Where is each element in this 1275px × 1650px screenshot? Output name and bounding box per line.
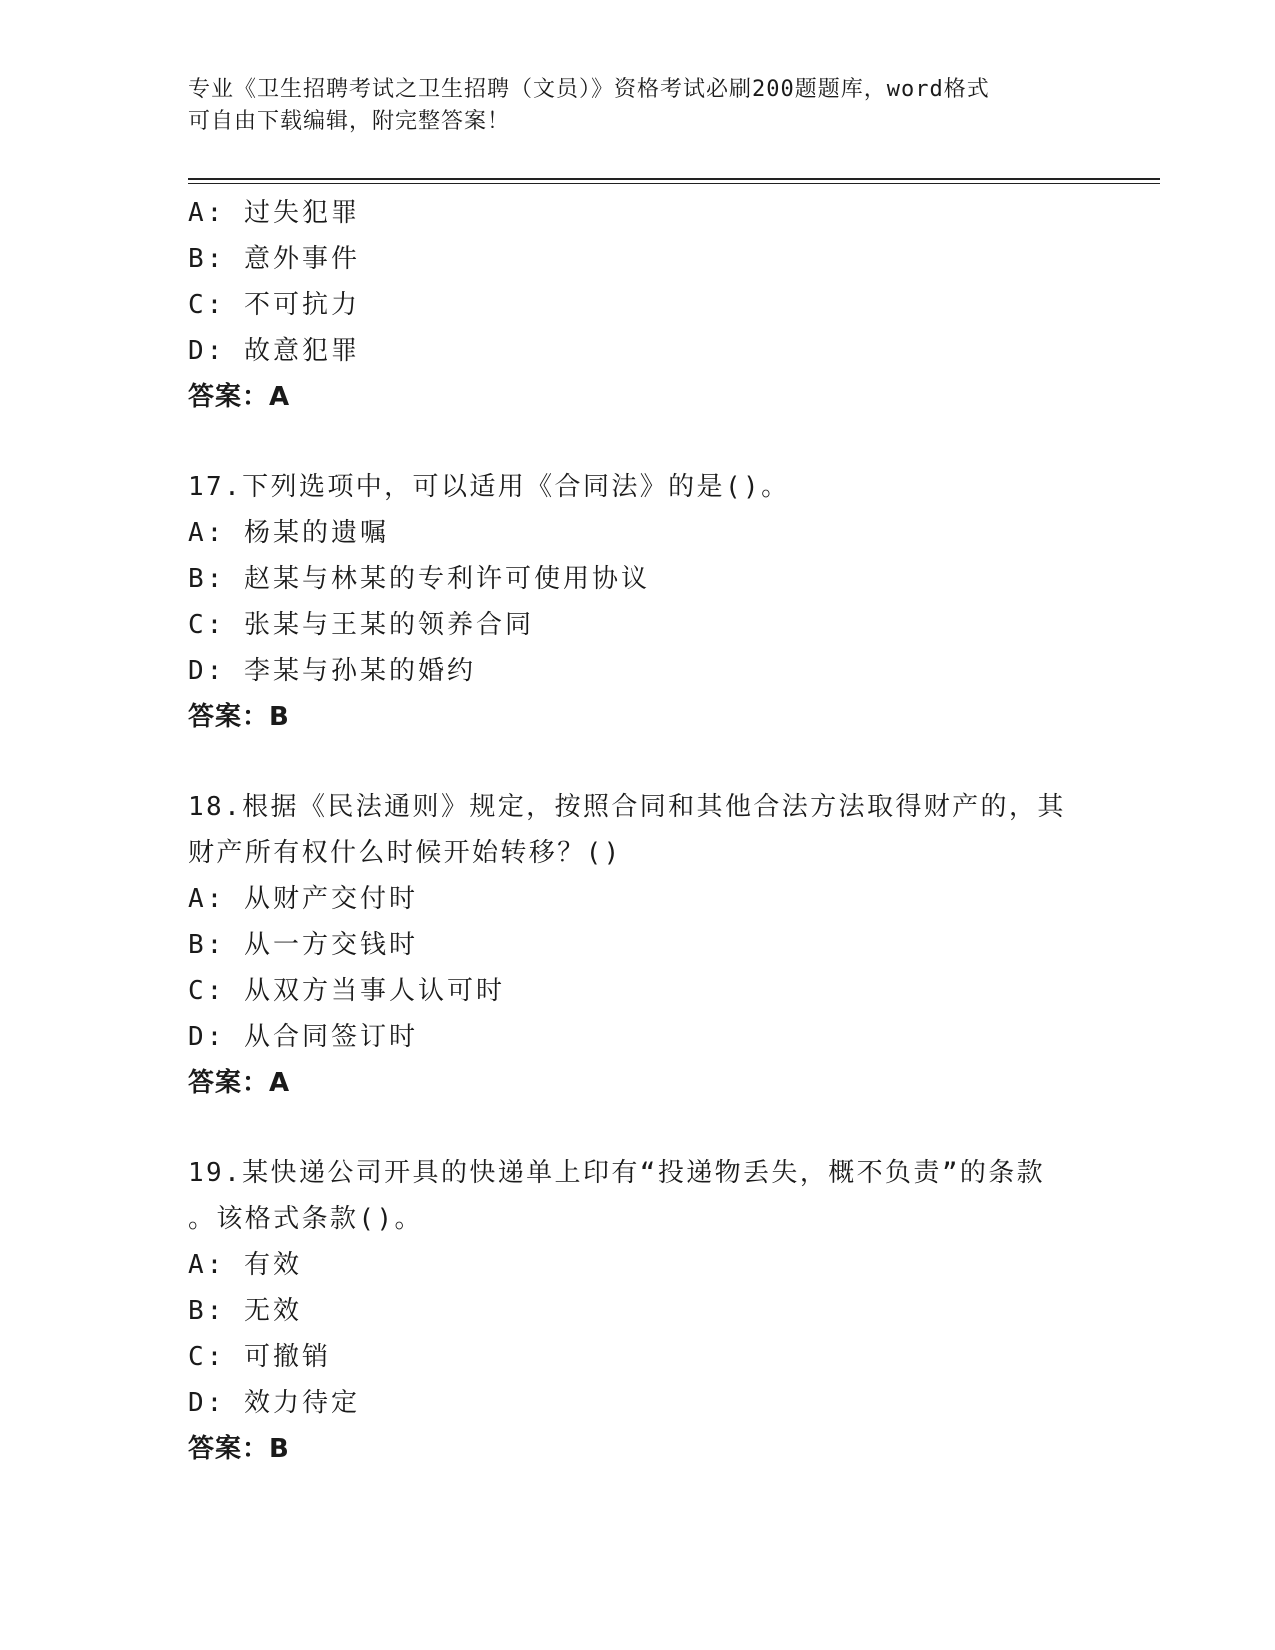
spacer [188,740,1088,784]
question-stem-line: 。该格式条款()。 [188,1204,423,1234]
answer-line: 答案：A [188,1068,291,1098]
option-d: D: 故意犯罪 [188,336,360,366]
option-c: C: 不可抗力 [188,290,360,320]
question-stem-line: 17.下列选项中，可以适用《合同法》的是()。 [188,472,790,502]
option-b: B: 赵某与林某的专利许可使用协议 [188,564,650,594]
answer-line: 答案：B [188,1434,290,1464]
answer-line: 答案：A [188,382,291,412]
option-a: A: 过失犯罪 [188,198,360,228]
option-d: D: 效力待定 [188,1388,360,1418]
option-d: D: 李某与孙某的婚约 [188,656,476,686]
question-stem-line: 财产所有权什么时候开始转移？() [188,838,622,868]
header-line-2: 可自由下载编辑，附完整答案！ [188,109,511,134]
answer-line: 答案：B [188,702,290,732]
question-stem [188,1150,1088,1242]
document-header [188,74,1088,138]
option-b: B: 从一方交钱时 [188,930,418,960]
spacer [188,420,1088,464]
header-divider-thin [188,183,1160,184]
question-16 [188,190,1088,420]
option-c: C: 张某与王某的领养合同 [188,610,534,640]
header-divider-thick [188,178,1160,180]
question-stem-line: 19.某快递公司开具的快递单上印有“投递物丢失，概不负责”的条款 [188,1158,1046,1188]
question-list [188,190,1088,1472]
option-c: C: 从双方当事人认可时 [188,976,505,1006]
question-18 [188,784,1088,1106]
question-stem-line: 18.根据《民法通则》规定，按照合同和其他合法方法取得财产的，其 [188,792,1066,822]
option-a: A: 杨某的遗嘱 [188,518,389,548]
question-17 [188,464,1088,740]
option-a: A: 从财产交付时 [188,884,418,914]
question-stem [188,784,1088,876]
option-c: C: 可撤销 [188,1342,331,1372]
spacer [188,1106,1088,1150]
question-stem [188,464,1088,510]
question-19 [188,1150,1088,1472]
option-b: B: 意外事件 [188,244,360,274]
option-a: A: 有效 [188,1250,302,1280]
header-line-1: 专业《卫生招聘考试之卫生招聘（文员）》资格考试必刷200题题库，word格式 [188,77,990,102]
option-b: B: 无效 [188,1296,302,1326]
option-d: D: 从合同签订时 [188,1022,418,1052]
